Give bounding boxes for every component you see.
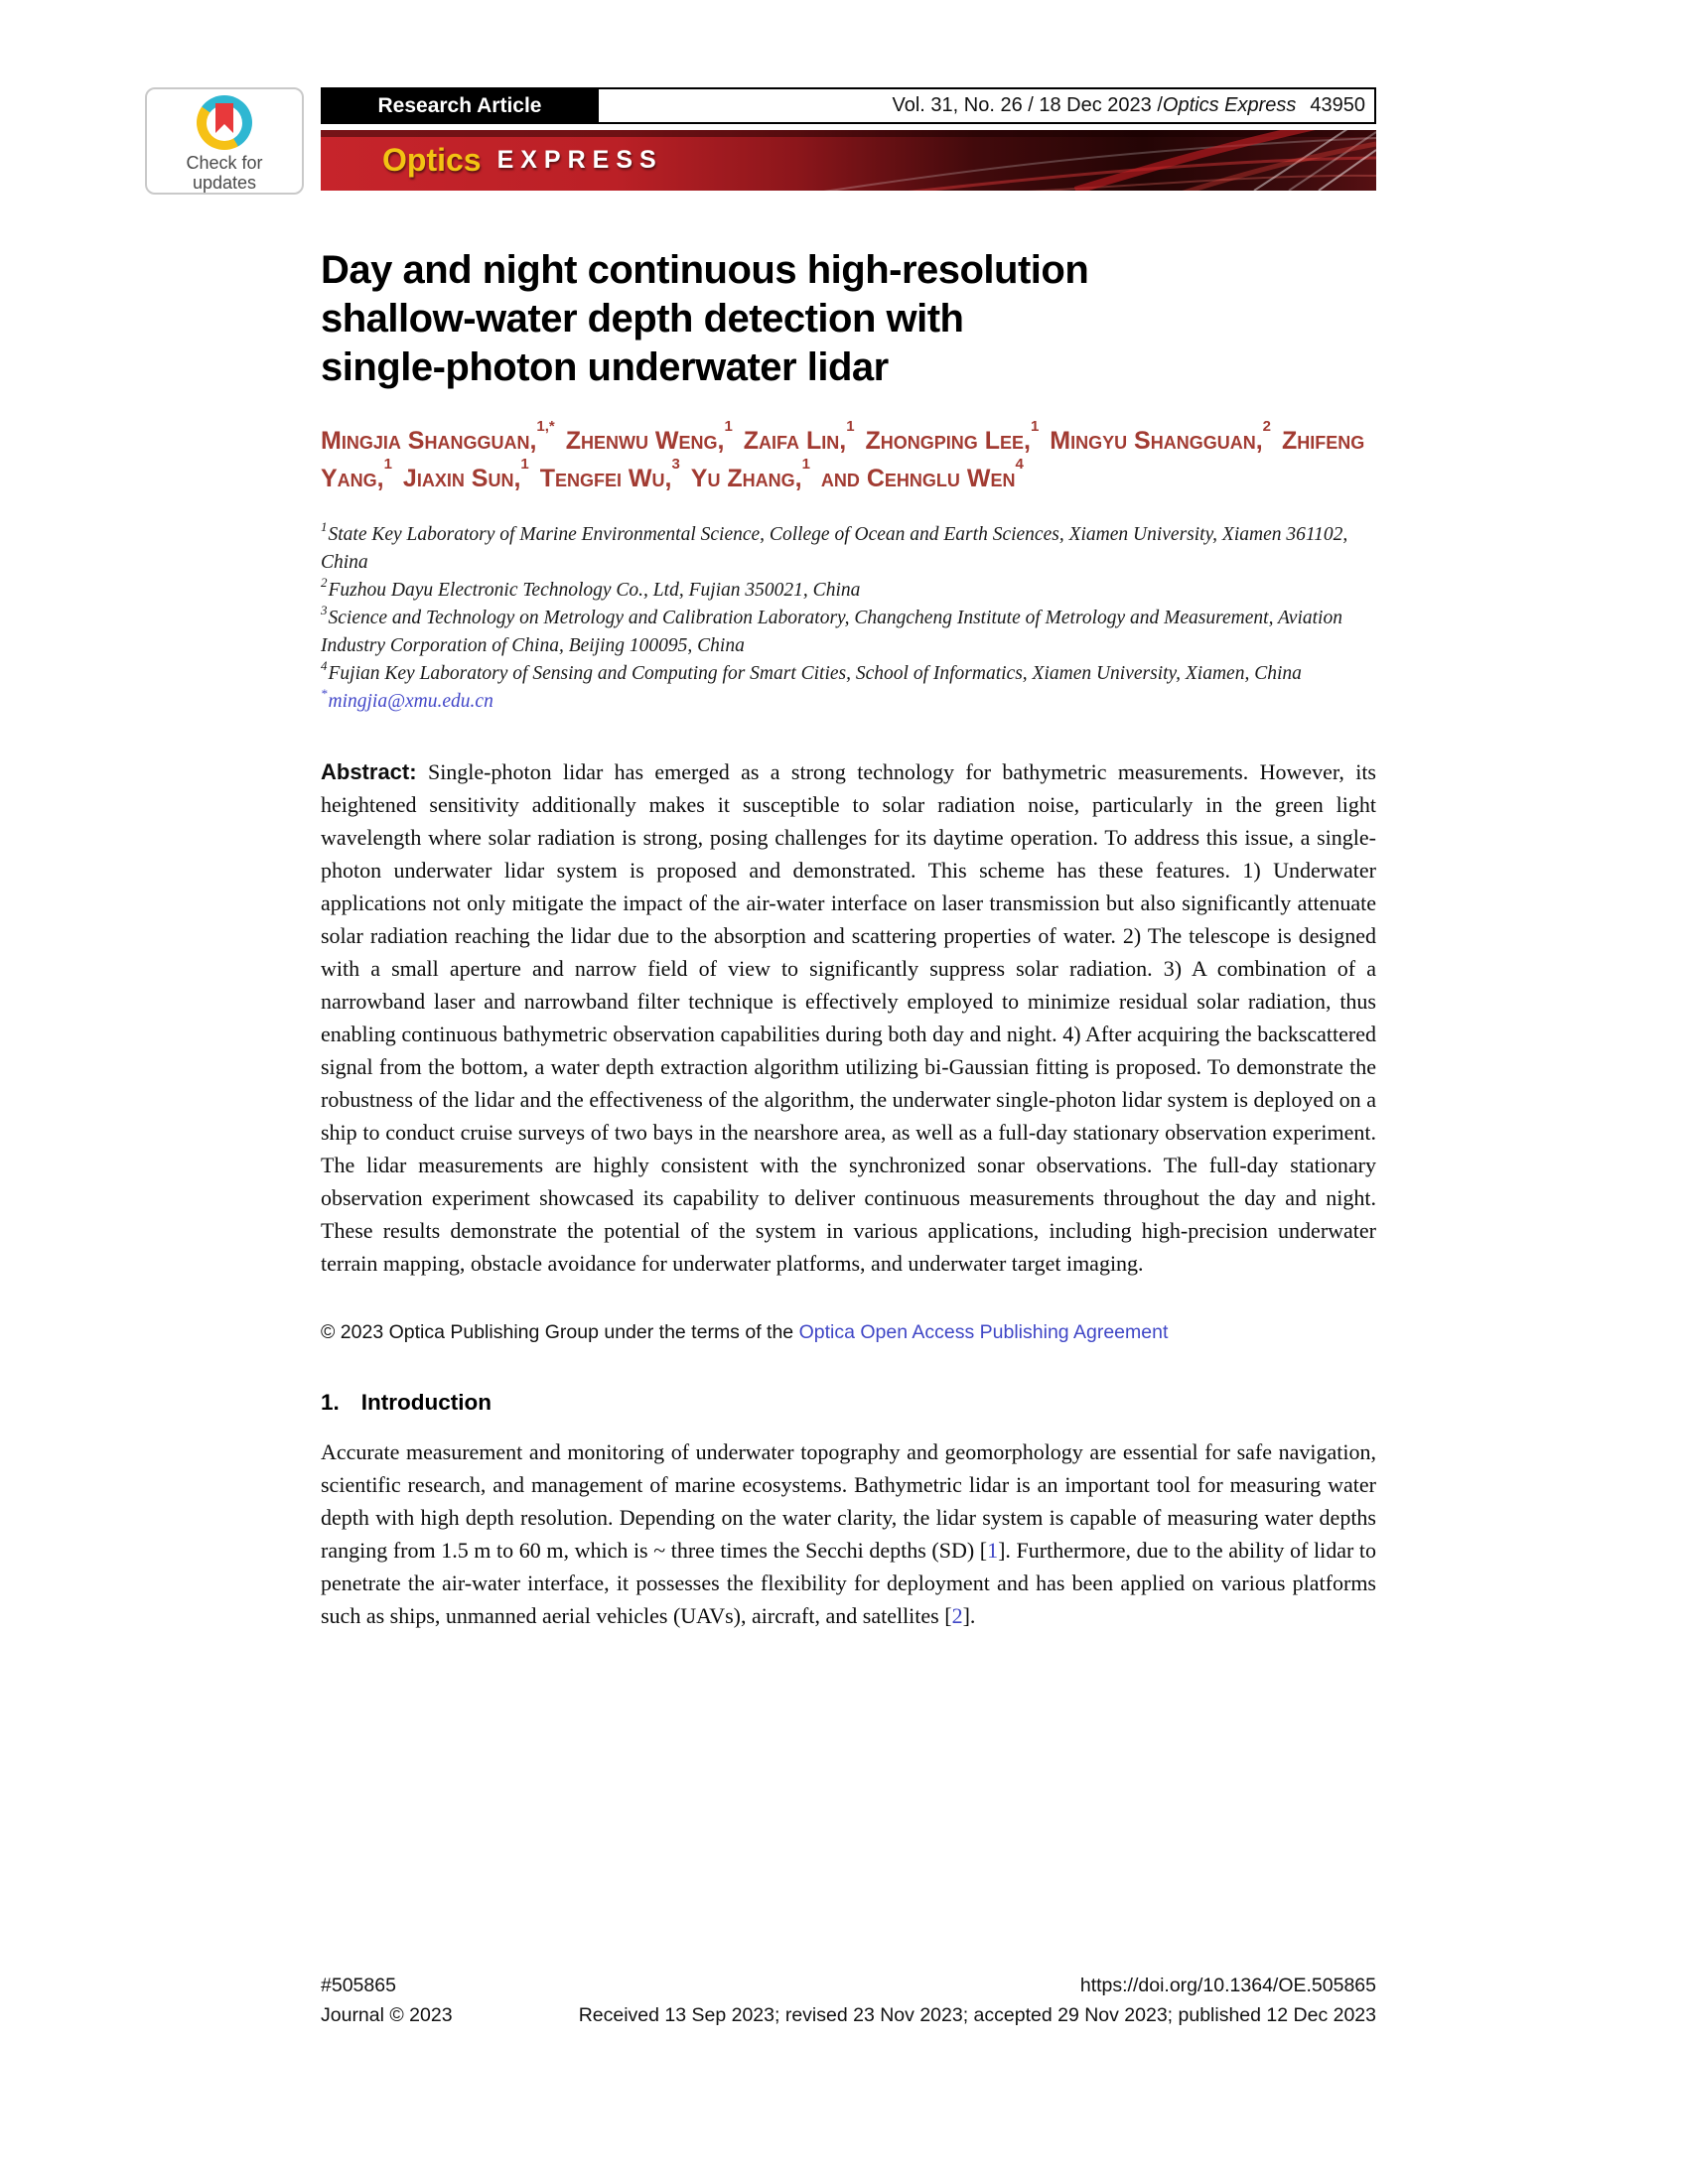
author-name: Jiaxin Sun,$^1$ <box>402 455 529 492</box>
volume-info: Vol. 31, No. 26 / 18 Dec 2023 / <box>892 94 1163 116</box>
title-line: shallow-water depth detection with <box>321 297 964 341</box>
intro-text-2: ]. Furthermore, due to the ability of lidar to penetrate the air-water interface, it possesses the flexibility for deployment and has been applied on various platforms such as ships, unmanned aerial vehicles (UAVs), aircraft, and satellites [ <box>321 1538 1377 1628</box>
open-access-agreement-link[interactable]: Optica Open Access Publishing Agreement <box>798 1321 1169 1343</box>
author-name: Yu Zhang,$^1$ <box>690 455 810 492</box>
author-name: Zaifa Lin,$^1$ <box>743 417 855 455</box>
volume-info-box <box>599 87 1376 124</box>
brand-express: EXPRESS <box>496 146 663 174</box>
journal-name: Optics Express <box>1162 94 1297 116</box>
title-line: single-photon underwater lidar <box>321 345 889 389</box>
article-content <box>321 246 1376 1632</box>
journal-brand <box>382 130 663 191</box>
affiliation-line: $^4$Fujian Key Laboratory of Sensing and Computing for Smart Cities, School of Informatics, Xiamen University, Xiamen, China <box>321 657 1302 684</box>
email-sup: * <box>321 685 328 701</box>
affiliation-sup: 3 <box>321 602 328 617</box>
article-type-label: Research Article <box>377 93 542 117</box>
article-type-box <box>321 87 599 124</box>
author-affiliation-sup: 1 <box>1030 417 1040 435</box>
affiliation-line: $^3$Science and Technology on Metrology and Calibration Laboratory, Changcheng Institute of Metrology and Measurement, Aviation Industry Corporation of China, Beijing 100095, China <box>321 602 1342 656</box>
author-name: Mingjia Shangguan,$^{1,*}$ <box>321 417 555 455</box>
page-footer <box>321 1971 1376 2030</box>
title-line: Day and night continuous high-resolution <box>321 248 1089 292</box>
crossmark-logo-icon <box>197 95 252 150</box>
section-title: Introduction <box>360 1390 492 1415</box>
manuscript-id: #505865 <box>321 1975 396 1996</box>
author-affiliation-sup: 1 <box>383 455 392 473</box>
author-affiliation-sup: 1 <box>801 455 810 473</box>
introduction-paragraph <box>321 1435 1376 1632</box>
author-affiliation-sup: 1 <box>724 417 733 435</box>
abstract-text: Single-photon lidar has emerged as a strong technology for bathymetric measurements. However, its heightened sensitivity additionally makes it susceptible to solar radiation noise, particularly in the green light wavelength where solar radiation is strong, posing challenges for its daytime operation. To address this issue, a single-photon underwater lidar system is proposed and demonstrated. This scheme has these features. 1) Underwater applications not only mitigate the impact of the air-water interface on laser transmission but also significantly attenuate solar radiation reaching the lidar due to the absorption and scattering properties of water. 2) The telescope is designed with a small aperture and narrow field of view to significantly suppress solar radiation. 3) A combination of a narrowband laser and narrowband filter technique is effectively employed to minimize residual solar radiation, thus enabling continuous bathymetric observation capabilities during both day and night. 4) After acquiring the backscattered signal from the bottom, a water depth extraction algorithm utilizing bi-Gaussian fitting is proposed. To demonstrate the robustness of the lidar and the effectiveness of the algorithm, the underwater single-photon lidar system is deployed on a ship to conduct cruise surveys of two bays in the nearshore area, as well as a full-day stationary observation experiment. The lidar measurements are highly consistent with the synchronized sonar observations. The full-day stationary observation experiment showcased its capability to deliver continuous measurements throughout the day and night. These results demonstrate the potential of the system in various applications, including high-precision underwater terrain mapping, obstacle avoidance for underwater platforms, and underwater target imaging. <box>321 759 1376 1276</box>
reference-link-1[interactable]: 1 <box>987 1538 999 1563</box>
affiliation-list <box>321 518 1376 716</box>
reference-link-2[interactable]: 2 <box>951 1603 963 1628</box>
affiliation-line: $^1$State Key Laboratory of Marine Environmental Science, College of Ocean and Earth Sciences, Xiamen University, Xiamen 361102, China <box>321 518 1348 573</box>
check-for-updates-label: Check for updates <box>186 153 263 193</box>
brand-optics: Optics <box>382 142 482 178</box>
intro-text-1: Accurate measurement and monitoring of underwater topography and geomorphology are essential for safe navigation, scientific research, and management of marine ecosystems. Bathymetric lidar is an important tool for measuring water depth with high depth resolution. Depending on the water clarity, the lidar system is capable of measuring water depths ranging from 1.5 m to 60 m, which is ~ three times the Secchi depths (SD) [ <box>321 1439 1376 1563</box>
article-title <box>321 246 1376 392</box>
history-dates: Received 13 Sep 2023; revised 23 Nov 2023; accepted 29 Nov 2023; published 12 Dec 2023 <box>578 2004 1376 2026</box>
bookmark-icon <box>215 103 233 133</box>
affiliation-sup: 1 <box>321 518 328 534</box>
author-name: Tengfei Wu,$^3$ <box>539 455 680 492</box>
affiliation-line: $^2$Fuzhou Dayu Electronic Technology Co., Ltd, Fujian 350021, China <box>321 574 861 601</box>
author-affiliation-sup: 3 <box>671 455 680 473</box>
author-affiliation-sup: 4 <box>1015 455 1024 473</box>
author-name: Zhenwu Weng,$^1$ <box>565 417 733 455</box>
author-list <box>321 417 1376 497</box>
section-number: 1. <box>321 1390 340 1415</box>
copyright-line <box>321 1321 1376 1344</box>
page-number: 43950 <box>1310 94 1365 116</box>
corresponding-email-line <box>321 685 1376 716</box>
journal-banner <box>321 130 1376 191</box>
doi-text: https://doi.org/10.1364/OE.505865 <box>1079 1975 1376 1996</box>
journal-copyright: Journal © 2023 <box>321 2004 453 2026</box>
author-name: and Cehnglu Wen$^4$ <box>820 455 1024 492</box>
author-affiliation-sup: 2 <box>1262 417 1272 435</box>
author-name: Zhifeng Yang,$^1$ <box>321 427 1365 492</box>
author-name: Mingyu Shangguan,$^2$ <box>1050 417 1272 455</box>
author-name: Zhongping Lee,$^1$ <box>865 417 1040 455</box>
email-link[interactable]: mingjia@xmu.edu.cn <box>328 691 493 712</box>
abstract-label: Abstract: <box>321 759 417 784</box>
author-affiliation-sup: 1,* <box>536 417 555 435</box>
journal-header-bar <box>321 87 1376 124</box>
intro-text-3: ]. <box>962 1603 976 1628</box>
author-affiliation-sup: 1 <box>520 455 529 473</box>
author-affiliation-sup: 1 <box>846 417 855 435</box>
affiliation-sup: 2 <box>321 574 328 590</box>
section-heading <box>321 1390 1376 1416</box>
abstract-paragraph <box>321 755 1376 1280</box>
copyright-text: © 2023 Optica Publishing Group under the terms of the <box>321 1321 799 1343</box>
affiliation-sup: 4 <box>321 657 328 673</box>
check-for-updates-badge[interactable] <box>145 87 304 195</box>
